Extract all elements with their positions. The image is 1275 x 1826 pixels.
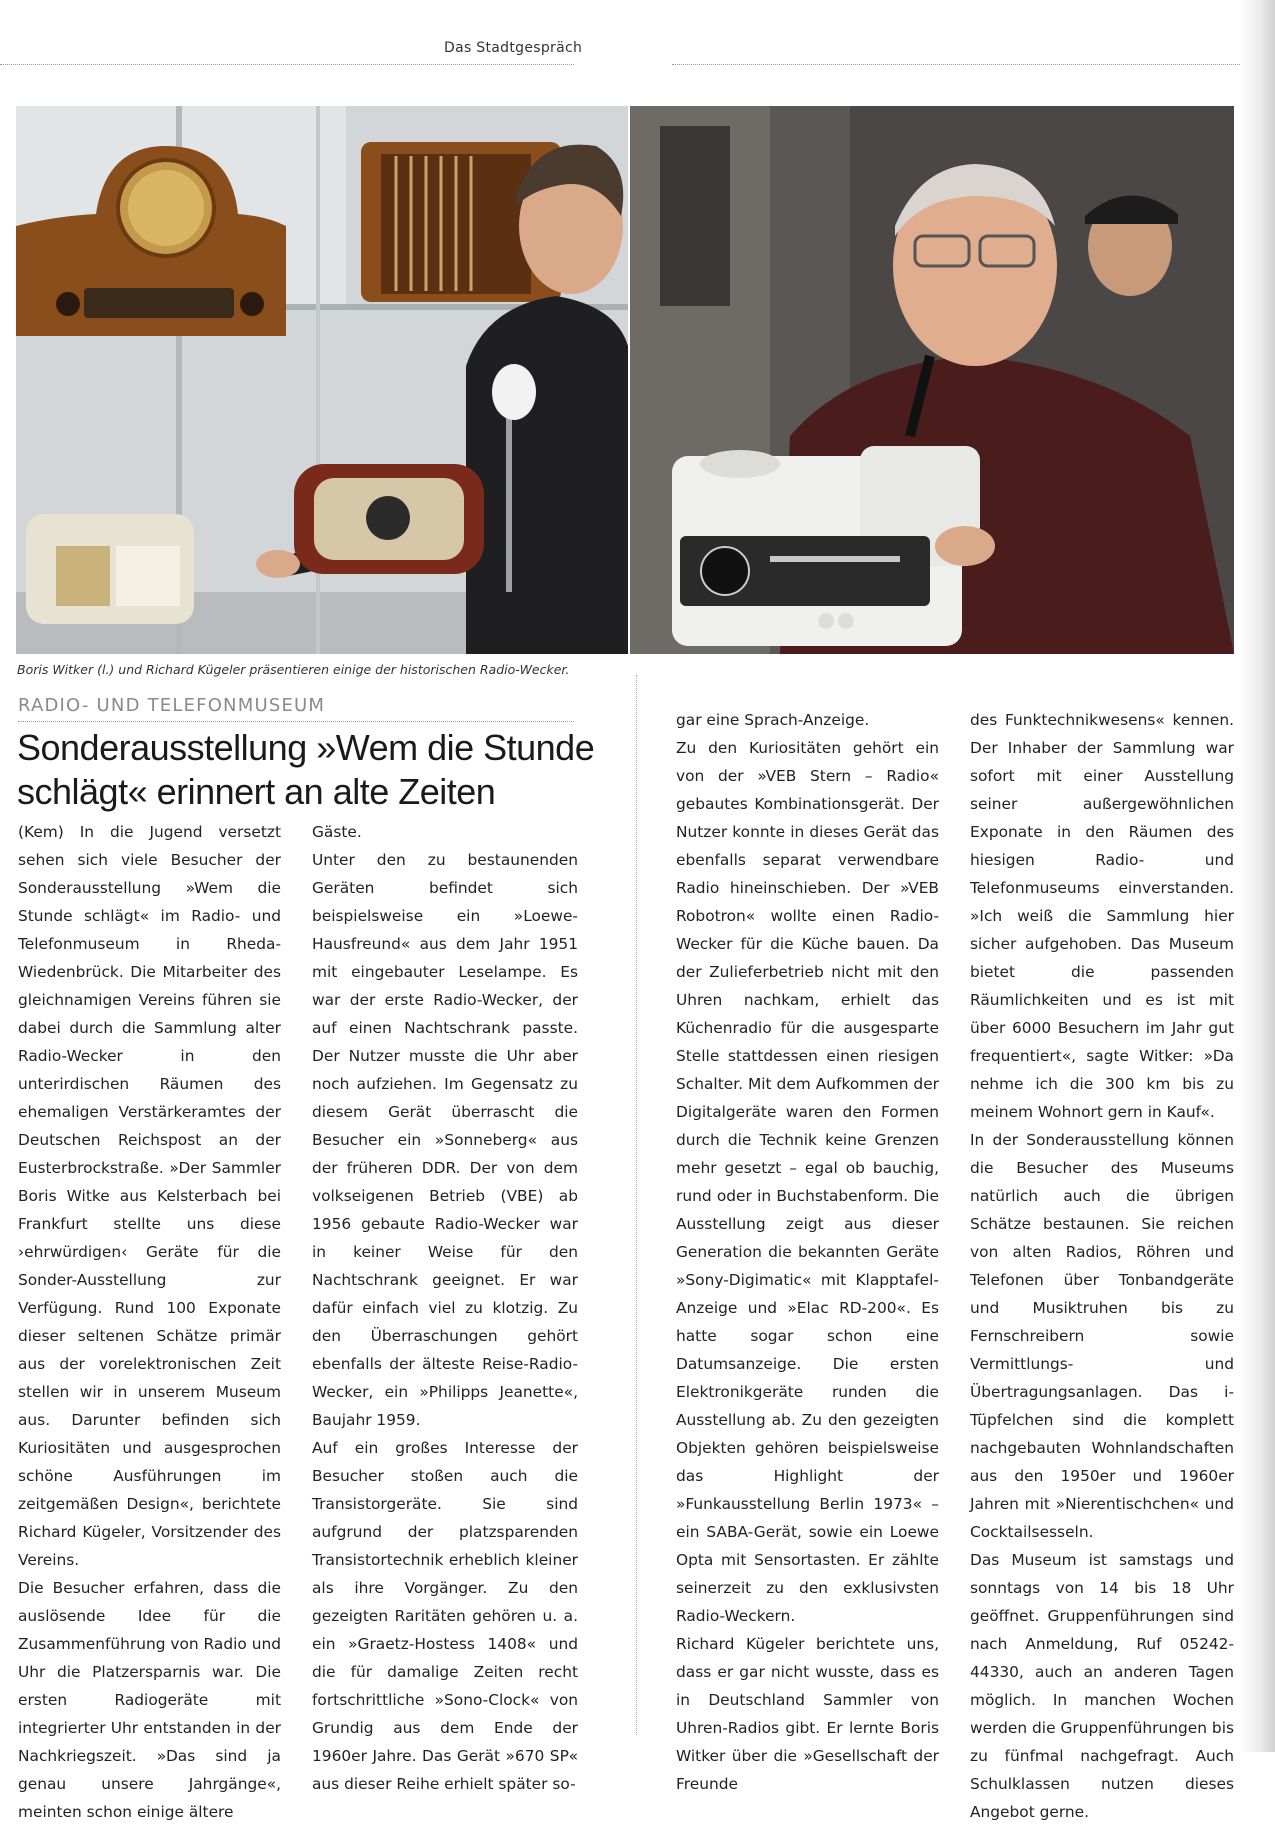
header-rule-right xyxy=(672,64,1240,65)
photo-caption: Boris Witker (l.) und Richard Kügeler präsentieren einige der historischen Radio-Wecker. xyxy=(17,662,570,677)
headline-line-1: Sonderausstellung »Wem die Stunde xyxy=(17,727,595,768)
paragraph: Unter den zu bestaunenden Geräten befindet sich beispielsweise ein »Loewe-Hausfreund« aus dem Jahr 1951 mit eingebauter Leselampe. Es war der erste Radio-Wecker, der auf einen Nachtschrank passte. Der Nutzer musste die Uhr aber noch aufziehen. Im Gegensatz zu diesem Gerät überrascht die Besucher ein »Sonneberg« aus der früheren DDR. Der von dem volkseigenen Betrieb (VBE) ab 1956 gebaute Radio-Wecker war in keiner Weise für den Nachtschrank geeignet. Er war dafür einfach viel zu klotzig. Zu den Überraschungen gehört ebenfalls der älteste Reise-Radio-Wecker, ein »Philipps Jeanette«, Baujahr 1959. xyxy=(312,851,578,1429)
paragraph: Auf ein großes Interesse der Besucher stoßen auch die Transistorgeräte. Sie sind aufgrund der platzsparenden Transistortechnik erheblich kleiner als ihre Vorgänger. Zu den gezeigten Raritäten gehören u. a. ein »Graetz-Hostess 1408« und die für damalige Zeiten recht fortschrittliche »Sono-Clock« von Grundig aus dem Ende der 1960er Jahre. Das Gerät »670 SP« aus dieser Reihe erhielt später so- xyxy=(312,1439,578,1793)
article-column-1 xyxy=(18,818,281,1826)
article-kicker: RADIO- UND TELEFONMUSEUM xyxy=(18,695,326,716)
page-edge-shadow xyxy=(1240,0,1275,1752)
photo-left-illustration xyxy=(16,106,628,654)
paragraph: Die Besucher erfahren, dass die auslösende Idee für die Zusammenführung von Radio und Uhr die Platzersparnis war. Die ersten Radiogeräte mit integrierter Uhr entstanden in der Nachkriegszeit. »Das sind ja genau unsere Jahrgänge«, meinten schon einige ältere xyxy=(18,1579,281,1821)
paragraph: Gäste. xyxy=(312,823,362,841)
paragraph: Richard Kügeler berichtete uns, dass er gar nicht wusste, dass es in Deutschland Sammler von Uhren-Radios gibt. Er lernte Boris Witker über die »Gesellschaft der Freunde xyxy=(676,1635,939,1793)
paragraph: (Kem) In die Jugend versetzt sehen sich viele Besucher der Sonderausstellung »Wem die Stunde schlägt« im Radio- und Telefonmuseum in Rheda-Wiedenbrück. Die Mitarbeiter des gleichnamigen Vereins führen sie dabei durch die Sammlung alter Radio-Wecker in den unterirdischen Räumen des ehemaligen Verstärkeramtes der Deutschen Reichspost an der Eusterbrockstraße. »Der Sammler Boris Witke aus Kelsterbach bei Frankfurt stellte uns diese ›ehrwürdigen‹ Geräte für die Sonder-Ausstellung zur Verfügung. Rund 100 Exponate dieser seltenen Schätze primär aus der vorelektronischen Zeit stellen wir in unserem Museum aus. Darunter befinden sich Kuriositäten und ausgesprochen schöne Ausführungen im zeitgemäßen Design«, berichtete Richard Kügeler, Vorsitzender des Vereins. xyxy=(18,823,281,1569)
article-headline xyxy=(17,726,597,814)
running-head: Das Stadtgespräch xyxy=(444,40,583,56)
photo-right-illustration xyxy=(630,106,1234,654)
headline-line-2: schlägt« erinnert an alte Zeiten xyxy=(17,771,496,812)
photo-right-collector xyxy=(630,106,1234,654)
paragraph: Zu den Kuriositäten gehört ein von der »VEB Stern – Radio« gebautes Kombinationsgerät. Der Nutzer konnte in dieses Gerät das ebenfalls separat verwendbare Radio hineinschieben. Der »VEB Robotron« wollte einen Radio-Wecker für die Küche bauen. Da der Zulieferbetrieb nicht mit den Uhren nachkam, erhielt das Küchenradio für die ausgesparte Stelle stattdessen einen riesigen Schalter. Mit dem Aufkommen der Digitalgeräte waren den Formen durch die Technik keine Grenzen mehr gesetzt – egal ob bauchig, rund oder in Buchstabenform. Die Ausstellung zeigt aus dieser Generation die bekannten Geräte »Sony-Digimatic« mit Klapptafel-Anzeige und »Elac RD-200«. Es hatte sogar schon eine Datumsanzeige. Die ersten Elektronikgeräte runden die Ausstellung ab. Zu den gezeigten Objekten gehören beispielsweise das Highlight der »Funkausstellung Berlin 1973« – ein SABA-Gerät, sowie ein Loewe Opta mit Sensortasten. Er zählte seinerzeit zu den exklusivsten Radio-Weckern. xyxy=(676,739,939,1625)
article-column-2 xyxy=(312,818,578,1798)
kicker-rule xyxy=(18,721,574,722)
paragraph: In der Sonderausstellung können die Besucher des Museums natürlich auch die übrigen Schätze bestaunen. Sie reichen von alten Radios, Röhren und Telefonen über Tonbandgeräte und Musiktruhen bis zu Fernschreibern sowie Vermittlungs- und Übertragungsanlagen. Das i-Tüpfelchen sind die komplett nachgebauten Wohnlandschaften aus den 1950er und 1960er Jahren mit »Nierentischchen« und Cocktailsesseln. xyxy=(970,1131,1234,1541)
paragraph: Das Museum ist samstags und sonntags von 14 bis 18 Uhr geöffnet. Gruppenführungen sind nach Anmeldung, Ruf 05242-44330, auch an anderen Tagen möglich. In manchen Wochen werden die Gruppenführungen bis zu fünfmal nachgefragt. Auch Schulklassen nutzen dieses Angebot gerne. xyxy=(970,1551,1234,1821)
header-rule-left xyxy=(0,64,574,65)
paragraph: des Funktechnikwesens« kennen. Der Inhaber der Sammlung war sofort mit einer Ausstellung seiner außergewöhnlichen Exponate in den Räumen des hiesigen Radio- und Telefonmuseums einverstanden. »Ich weiß die Sammlung hier sicher aufgehoben. Das Museum bietet die passenden Räumlichkeiten und es ist mit über 6000 Besuchern im Jahr gut frequentiert«, sagte Witker: »Da nehme ich die 300 km bis zu meinem Wohnort gern in Kauf«. xyxy=(970,711,1234,1121)
column-divider xyxy=(636,675,637,1735)
article-column-3 xyxy=(676,706,939,1798)
paragraph: gar eine Sprach-Anzeige. xyxy=(676,711,870,729)
article-column-4 xyxy=(970,706,1234,1826)
photo-left-vitrine xyxy=(16,106,628,654)
